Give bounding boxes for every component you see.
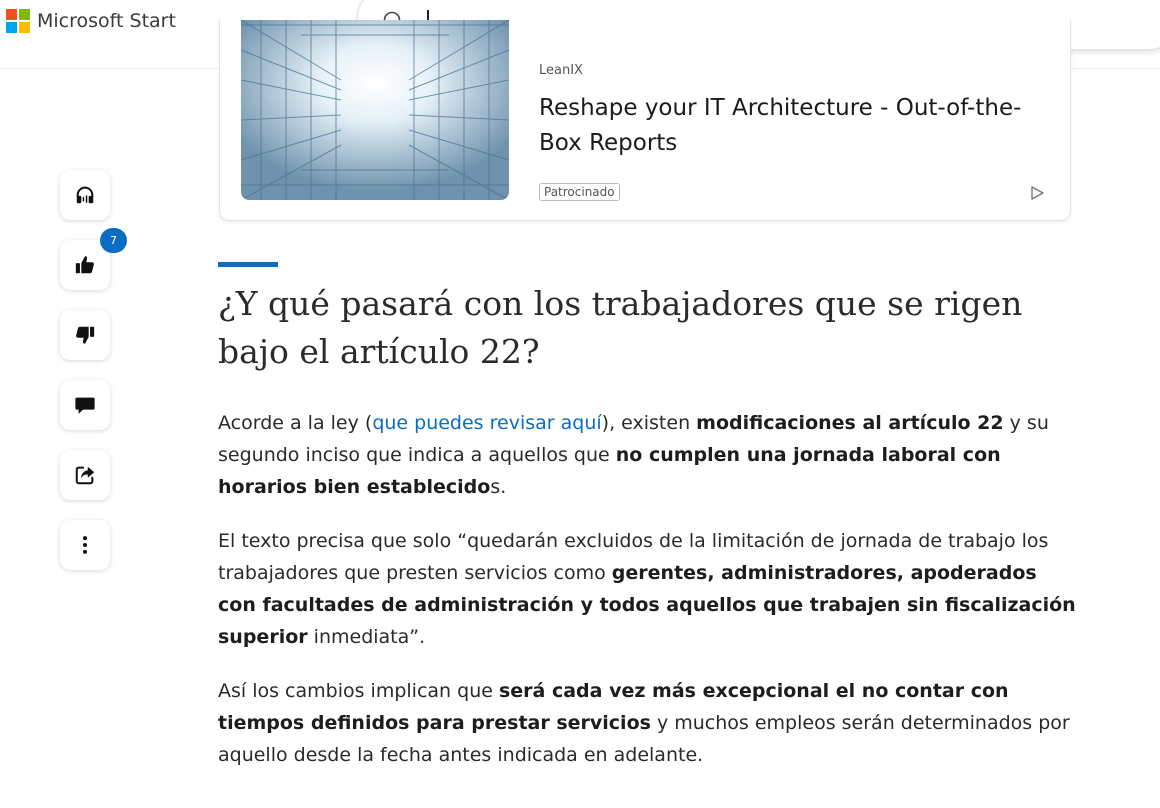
comment-button[interactable] (60, 380, 110, 430)
paragraph-3 (218, 675, 1078, 771)
text-span: ), existen (601, 412, 697, 434)
thumbs-down-icon (74, 324, 96, 346)
text-span: Acorde a la ley ( (218, 412, 373, 434)
sponsored-ad-card[interactable] (219, 20, 1071, 221)
text-span: s. (490, 476, 507, 498)
paragraph-2 (218, 525, 1078, 653)
brand-name: Microsoft Start (37, 10, 176, 32)
more-vertical-icon (74, 534, 96, 556)
text-span: inmediata”. (307, 626, 426, 648)
bold-text: gerentes, administradores, apoderados con facultades de administración y todos aquellos que trabajen sin fiscalización superior (218, 562, 1076, 648)
building-atrium-image (241, 20, 509, 200)
comment-icon (74, 394, 96, 416)
like-count-badge: 7 (100, 228, 127, 253)
ad-choices-icon[interactable] (1029, 185, 1045, 201)
share-icon (74, 464, 96, 486)
ad-source: LeanIX (539, 63, 583, 78)
microsoft-logo-icon (6, 9, 30, 33)
text-span: y muchos empleos serán determinados por aquello desde la fecha antes indicada en adelante. (218, 712, 1070, 766)
text-span: El texto precisa que solo “quedarán excluidos de la limitación de jornada de trabajo los trabajadores que presten servicios como (218, 530, 1049, 584)
more-options-button[interactable] (60, 520, 110, 570)
listen-button[interactable] (60, 170, 110, 220)
sponsored-label: Patrocinado (539, 183, 620, 201)
ad-image[interactable] (241, 20, 509, 200)
thumbs-up-icon (74, 254, 96, 276)
text-span: Así los cambios implican que (218, 680, 499, 702)
ad-title[interactable]: Reshape your IT Architecture - Out-of-the-Box Reports (539, 95, 1022, 156)
share-button[interactable] (60, 450, 110, 500)
section-accent-bar (218, 262, 278, 267)
headphones-icon (74, 184, 96, 206)
section-heading: ¿Y qué pasará con los trabajadores que se rigen bajo el artículo 22? (218, 284, 1023, 371)
law-link[interactable]: que puedes revisar aquí (372, 412, 602, 434)
bold-text: modificaciones al artículo 22 (696, 412, 1004, 434)
paragraph-1 (218, 407, 1078, 503)
dislike-button[interactable] (60, 310, 110, 360)
text-span: y su segundo inciso que indica a aquellos que (218, 412, 1049, 466)
microsoft-start-logo[interactable] (6, 9, 176, 33)
bold-text: no cumplen una jornada laboral con horarios bien establecido (218, 444, 1001, 498)
bold-text: será cada vez más excepcional el no contar con tiempos definidos para prestar servicios (218, 680, 1009, 734)
